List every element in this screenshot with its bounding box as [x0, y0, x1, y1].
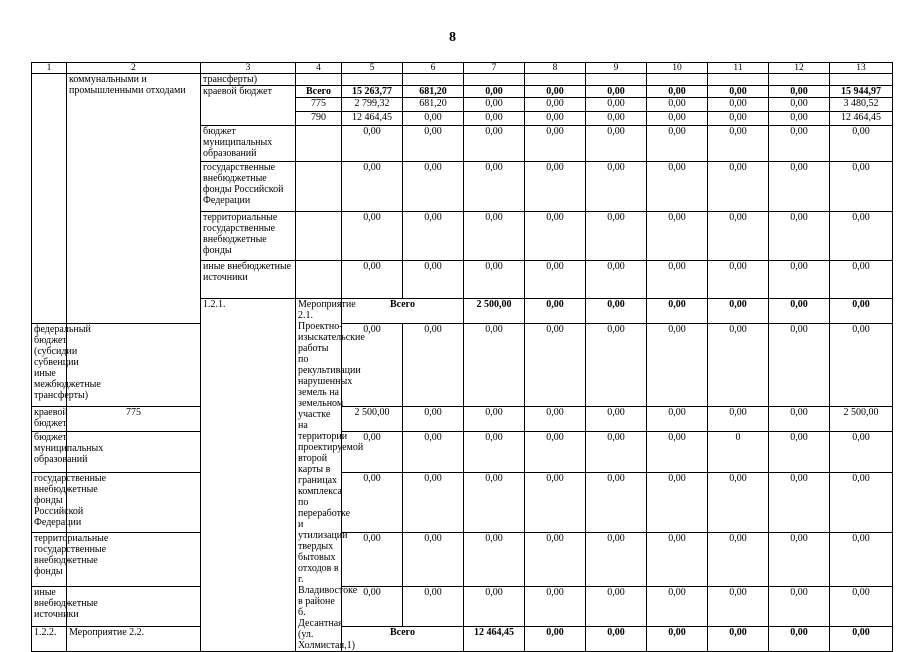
- empty-cell: [464, 74, 525, 86]
- column-header: 13: [830, 63, 893, 74]
- value-cell: 0,00: [342, 126, 403, 162]
- code-cell: 775: [296, 98, 342, 112]
- value-cell: 0,00: [464, 323, 525, 407]
- value-cell: 0,00: [708, 261, 769, 299]
- value-cell: 0,00: [403, 323, 464, 407]
- value-cell: 0,00: [708, 407, 769, 432]
- value-cell: 0,00: [647, 627, 708, 652]
- source-cell: иные внебюджетные источники: [201, 261, 296, 299]
- table-row: [32, 432, 893, 473]
- value-cell: 0,00: [403, 261, 464, 299]
- value-cell: 12 464,45: [830, 112, 893, 126]
- value-cell: 0,00: [647, 532, 708, 586]
- column-header: 6: [403, 63, 464, 74]
- value-cell: 12 464,45: [464, 627, 525, 652]
- empty-cell: [708, 74, 769, 86]
- value-cell: 0,00: [525, 299, 586, 324]
- value-cell: 0,00: [586, 112, 647, 126]
- value-cell: 2 500,00: [342, 407, 403, 432]
- column-header: 11: [708, 63, 769, 74]
- value-cell: 0,00: [769, 212, 830, 261]
- code-cell: [296, 212, 342, 261]
- value-cell: 0,00: [769, 407, 830, 432]
- value-cell: 0,00: [586, 586, 647, 627]
- value-cell: 0,00: [525, 86, 586, 98]
- source-cell: бюджет муниципальных образований: [32, 432, 67, 473]
- value-cell: 0,00: [769, 532, 830, 586]
- value-cell: 0,00: [464, 98, 525, 112]
- value-cell: 0,00: [647, 86, 708, 98]
- source-cell: территориальные государственные внебюджетные фонды: [201, 212, 296, 261]
- value-cell: 0,00: [769, 627, 830, 652]
- value-cell: 0,00: [342, 323, 403, 407]
- value-cell: 0,00: [525, 586, 586, 627]
- value-cell: 0,00: [647, 432, 708, 473]
- value-cell: 0,00: [830, 432, 893, 473]
- value-cell: 0,00: [586, 126, 647, 162]
- value-cell: 681,20: [403, 86, 464, 98]
- value-cell: 0,00: [525, 261, 586, 299]
- value-cell: 0,00: [708, 586, 769, 627]
- value-cell: 0,00: [403, 112, 464, 126]
- value-cell: 0: [708, 432, 769, 473]
- value-cell: 0,00: [769, 98, 830, 112]
- value-cell: 0,00: [708, 112, 769, 126]
- value-cell: 0,00: [403, 586, 464, 627]
- value-cell: 0,00: [586, 162, 647, 212]
- column-header: 9: [586, 63, 647, 74]
- source-cell: бюджет муниципальных образований: [201, 126, 296, 162]
- value-cell: 0,00: [708, 212, 769, 261]
- value-cell: 0,00: [769, 162, 830, 212]
- page-number: 8: [449, 30, 456, 45]
- value-cell: 0,00: [464, 112, 525, 126]
- value-cell: 0,00: [525, 472, 586, 532]
- value-cell: 0,00: [586, 98, 647, 112]
- table-row: [32, 74, 893, 86]
- table-row: [32, 532, 893, 586]
- source-cell: государственные внебюджетные фонды Российской Федерации: [201, 162, 296, 212]
- code-cell: [296, 261, 342, 299]
- value-cell: 0,00: [647, 212, 708, 261]
- empty-cell: [403, 74, 464, 86]
- table-row: [32, 323, 893, 407]
- value-cell: 0,00: [830, 261, 893, 299]
- column-header: 12: [769, 63, 830, 74]
- description-cell: Мероприятие 2.1. Проектно-изыскательские работы по рекультивации нарушенных земель на земельном участке на территории проектируемой второй карты в границах комплекса по переработке и утилизации твердых бытовых отходов в г. Владивостоке в районе б. Десантная (ул. Холмистая,1): [296, 299, 342, 652]
- value-cell: 0,00: [464, 261, 525, 299]
- value-cell: 12 464,45: [342, 112, 403, 126]
- source-cell: федеральный бюджет (субсидии субвенции иные межбюджетные трансферты): [32, 323, 67, 407]
- value-cell: 0,00: [525, 162, 586, 212]
- value-cell: 0,00: [647, 112, 708, 126]
- value-cell: 0,00: [708, 86, 769, 98]
- code-cell: Всего: [296, 86, 342, 98]
- value-cell: 0,00: [769, 586, 830, 627]
- value-cell: 0,00: [769, 323, 830, 407]
- value-cell: 0,00: [342, 212, 403, 261]
- value-cell: 0,00: [586, 627, 647, 652]
- value-cell: 0,00: [708, 98, 769, 112]
- column-header: 3: [201, 63, 296, 74]
- value-cell: 0,00: [525, 112, 586, 126]
- value-cell: 2 500,00: [830, 407, 893, 432]
- value-cell: 0,00: [586, 472, 647, 532]
- value-cell: 0,00: [830, 323, 893, 407]
- value-cell: 15 944,97: [830, 86, 893, 98]
- value-cell: 0,00: [586, 261, 647, 299]
- value-cell: 0,00: [708, 323, 769, 407]
- value-cell: 0,00: [830, 162, 893, 212]
- description-cell: коммунальными и промышленными отходами: [67, 74, 201, 324]
- value-cell: 0,00: [464, 532, 525, 586]
- source-cell: территориальные государственные внебюджетные фонды: [32, 532, 67, 586]
- value-cell: 0,00: [525, 432, 586, 473]
- value-cell: 0,00: [403, 432, 464, 473]
- value-cell: 0,00: [769, 432, 830, 473]
- source-cell: краевой бюджет: [32, 407, 67, 432]
- item-number: 1.2.1.: [201, 299, 296, 652]
- value-cell: 0,00: [586, 86, 647, 98]
- empty-cell: [342, 74, 403, 86]
- value-cell: 0,00: [403, 162, 464, 212]
- item-number: 1.2.2.: [32, 627, 67, 652]
- column-header: 4: [296, 63, 342, 74]
- value-cell: 0,00: [464, 162, 525, 212]
- column-header: 7: [464, 63, 525, 74]
- value-cell: 0,00: [403, 126, 464, 162]
- value-cell: 0,00: [769, 86, 830, 98]
- value-cell: 0,00: [403, 407, 464, 432]
- value-cell: 0,00: [586, 532, 647, 586]
- value-cell: 0,00: [647, 586, 708, 627]
- empty-cell: [525, 74, 586, 86]
- value-cell: 0,00: [769, 261, 830, 299]
- value-cell: 0,00: [647, 126, 708, 162]
- total-label: Всего: [342, 299, 464, 324]
- value-cell: 0,00: [464, 586, 525, 627]
- value-cell: 0,00: [830, 126, 893, 162]
- value-cell: 0,00: [342, 432, 403, 473]
- value-cell: 0,00: [708, 126, 769, 162]
- value-cell: 0,00: [708, 472, 769, 532]
- value-cell: 0,00: [708, 299, 769, 324]
- value-cell: 0,00: [342, 261, 403, 299]
- value-cell: 0,00: [647, 98, 708, 112]
- value-cell: 0,00: [525, 126, 586, 162]
- value-cell: 0,00: [586, 432, 647, 473]
- empty-cell: [647, 74, 708, 86]
- code-cell: 790: [296, 112, 342, 126]
- value-cell: 0,00: [647, 407, 708, 432]
- value-cell: 0,00: [830, 532, 893, 586]
- value-cell: 0,00: [586, 212, 647, 261]
- value-cell: 15 263,77: [342, 86, 403, 98]
- value-cell: 0,00: [586, 323, 647, 407]
- code-cell: [296, 162, 342, 212]
- value-cell: 0,00: [525, 212, 586, 261]
- table-row: [32, 63, 893, 74]
- value-cell: 0,00: [647, 162, 708, 212]
- value-cell: 0,00: [525, 323, 586, 407]
- value-cell: 0,00: [586, 407, 647, 432]
- value-cell: 0,00: [464, 212, 525, 261]
- value-cell: 0,00: [342, 586, 403, 627]
- value-cell: 0,00: [647, 261, 708, 299]
- value-cell: 0,00: [830, 299, 893, 324]
- empty-cell: [586, 74, 647, 86]
- value-cell: 0,00: [525, 407, 586, 432]
- value-cell: 0,00: [830, 627, 893, 652]
- value-cell: 0,00: [647, 299, 708, 324]
- table-row: [32, 586, 893, 627]
- source-cell: государственные внебюджетные фонды Российской Федерации: [32, 472, 67, 532]
- source-cell: иные внебюджетные источники: [32, 586, 67, 627]
- value-cell: 0,00: [403, 212, 464, 261]
- code-cell: 775: [67, 407, 201, 432]
- value-cell: 0,00: [342, 162, 403, 212]
- value-cell: 0,00: [525, 532, 586, 586]
- total-label: Всего: [342, 627, 464, 652]
- table-row: [32, 407, 893, 432]
- value-cell: 2 500,00: [464, 299, 525, 324]
- value-cell: 0,00: [403, 532, 464, 586]
- value-cell: 0,00: [586, 299, 647, 324]
- value-cell: 0,00: [464, 472, 525, 532]
- value-cell: 0,00: [464, 407, 525, 432]
- description-cell: Мероприятие 2.2.: [67, 627, 201, 652]
- column-header: 2: [67, 63, 201, 74]
- value-cell: 0,00: [769, 112, 830, 126]
- code-cell: [296, 126, 342, 162]
- value-cell: 0,00: [830, 586, 893, 627]
- value-cell: 0,00: [342, 472, 403, 532]
- column-header: 5: [342, 63, 403, 74]
- num-cell: [32, 74, 67, 324]
- empty-cell: [296, 74, 342, 86]
- column-header: 10: [647, 63, 708, 74]
- value-cell: 0,00: [403, 472, 464, 532]
- value-cell: 0,00: [830, 212, 893, 261]
- table-row: [32, 472, 893, 532]
- empty-cell: [769, 74, 830, 86]
- source-cell: краевой бюджет: [201, 86, 296, 126]
- column-header: 8: [525, 63, 586, 74]
- value-cell: 0,00: [342, 532, 403, 586]
- value-cell: 0,00: [525, 98, 586, 112]
- value-cell: 2 799,32: [342, 98, 403, 112]
- value-cell: 0,00: [525, 627, 586, 652]
- table-row: [32, 627, 893, 652]
- value-cell: 0,00: [464, 126, 525, 162]
- value-cell: 0,00: [647, 472, 708, 532]
- value-cell: 0,00: [769, 126, 830, 162]
- value-cell: 0,00: [769, 299, 830, 324]
- value-cell: 0,00: [464, 432, 525, 473]
- column-header: 1: [32, 63, 67, 74]
- value-cell: 0,00: [769, 472, 830, 532]
- value-cell: 0,00: [464, 86, 525, 98]
- value-cell: 0,00: [708, 532, 769, 586]
- budget-table: [31, 62, 893, 652]
- value-cell: 0,00: [708, 162, 769, 212]
- empty-cell: [830, 74, 893, 86]
- value-cell: 681,20: [403, 98, 464, 112]
- value-cell: 3 480,52: [830, 98, 893, 112]
- value-cell: 0,00: [830, 472, 893, 532]
- source-cell: трансферты): [201, 74, 296, 86]
- value-cell: 0,00: [708, 627, 769, 652]
- value-cell: 0,00: [647, 323, 708, 407]
